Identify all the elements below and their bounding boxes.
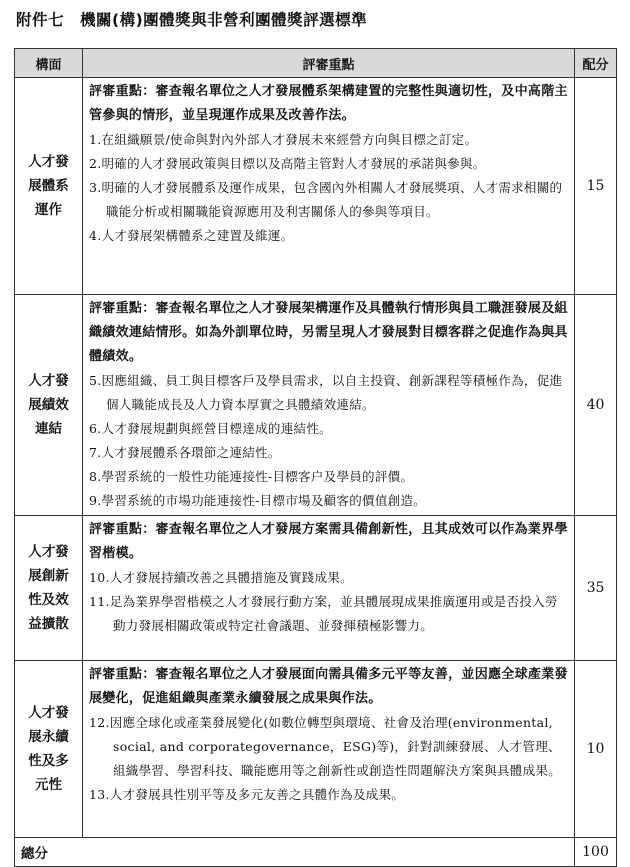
table-row <box>15 516 617 661</box>
facet-line: 展績效 <box>28 397 69 413</box>
criteria-table <box>14 48 617 867</box>
score-cell: 10 <box>575 661 617 838</box>
facet-cell <box>15 661 83 838</box>
facet-cell <box>15 78 83 295</box>
facet-cell <box>15 516 83 661</box>
criteria-item: 4.人才發展架構體系之建置及維運。 <box>89 228 294 243</box>
facet-line: 展永續 <box>28 729 69 745</box>
criteria-item: 12.因應全球化或產業發展變化(如數位轉型與環境、社會及治理(environmental, social, and corporategovernance，ESG)等)，針對訓練發展、人才管理、組織學習、學習科技、職能應用等之創新性或創造性問題解決方案與具體成果。 <box>89 715 562 778</box>
total-label: 總分 <box>15 838 575 867</box>
table-header-row <box>15 49 617 78</box>
score-cell: 35 <box>575 516 617 661</box>
facet-line: 人才發 <box>28 154 69 170</box>
criteria-item: 5.因應組織、員工與目標客戶及學員需求，以自主投資、創新課程等積極作為，促進個人職能成長及人力資本厚實之具體績效連結。 <box>89 373 563 412</box>
review-focus: 評審重點：審查報名單位之人才發展面向需具備多元平等友善，並因應全球產業發展變化，促進組織與產業永續發展之成果與作法。 <box>89 667 568 706</box>
facet-line: 展創新 <box>28 568 69 584</box>
facet-line: 性及效 <box>28 592 69 608</box>
review-focus: 評審重點：審查報名單位之人才發展方案需具備創新性，且其成效可以作為業界學習楷模。 <box>89 522 568 561</box>
header-criteria: 評審重點 <box>83 49 575 78</box>
criteria-item: 8.學習系統的一般性功能連接性-目標客户及學員的評價。 <box>89 469 414 484</box>
facet-line: 益擴散 <box>28 616 69 632</box>
criteria-item: 2.明確的人才發展政策與目標以及高階主管對人才發展的承諾與參與。 <box>89 156 486 171</box>
criteria-item: 11.足為業界學習楷模之人才發展行動方案，並具體展現成果推廣運用或是否投入勞動力發展相關政策或特定社會議題、並發揮積極影響力。 <box>89 594 558 633</box>
criteria-item: 1.在組織願景/使命與對內外部人才發展未來經營方向與目標之訂定。 <box>89 132 478 147</box>
facet-line: 展體系 <box>28 178 69 194</box>
table-row <box>15 661 617 838</box>
score-cell: 40 <box>575 295 617 516</box>
header-score: 配分 <box>575 49 617 78</box>
table-row <box>15 295 617 516</box>
criteria-item: 9.學習系統的市場功能連接性-目標市場及顧客的價值創造。 <box>89 493 427 508</box>
facet-line: 性及多 <box>28 753 69 769</box>
criteria-cell <box>83 661 575 838</box>
facet-line: 元性 <box>35 777 62 793</box>
header-facet: 構面 <box>15 49 83 78</box>
facet-line: 人才發 <box>28 705 69 721</box>
facet-cell <box>15 295 83 516</box>
total-score: 100 <box>575 838 617 867</box>
criteria-item: 10.人才發展持續改善之具體措施及實踐成果。 <box>89 570 353 585</box>
criteria-item: 6.人才發展規劃與經營目標達成的連結性。 <box>89 421 332 436</box>
review-focus: 評審重點：審查報名單位之人才發展架構運作及具體執行情形與員工職涯發展及組織績效連結情形。如為外訓單位時，另需呈現人才發展對目標客群之促進作為與具體績效。 <box>89 301 568 364</box>
score-cell: 15 <box>575 78 617 295</box>
criteria-item: 3.明確的人才發展體系及運作成果，包含國內外相關人才發展獎項、人才需求相關的職能分析或相關職能資源應用及利害關係人的參與等項目。 <box>89 180 563 219</box>
table-row <box>15 78 617 295</box>
criteria-cell <box>83 295 575 516</box>
criteria-cell <box>83 78 575 295</box>
criteria-item: 13.人才發展具性別平等及多元友善之具體作為及成果。 <box>89 787 405 802</box>
total-row <box>15 838 617 867</box>
facet-line: 人才發 <box>28 544 69 560</box>
criteria-cell <box>83 516 575 661</box>
facet-line: 連結 <box>35 421 62 437</box>
criteria-item: 7.人才發展體系各環節之連結性。 <box>89 445 281 460</box>
facet-line: 運作 <box>35 202 62 218</box>
facet-line: 人才發 <box>28 373 69 389</box>
review-focus: 評審重點：審查報名單位之人才發展體系架構建置的完整性與適切性，及中高階主管參與的情形，並呈現運作成果及改善作法。 <box>89 84 568 123</box>
document-title: 附件七 機關(構)團體獎與非營利團體獎評選標準 <box>16 11 368 29</box>
